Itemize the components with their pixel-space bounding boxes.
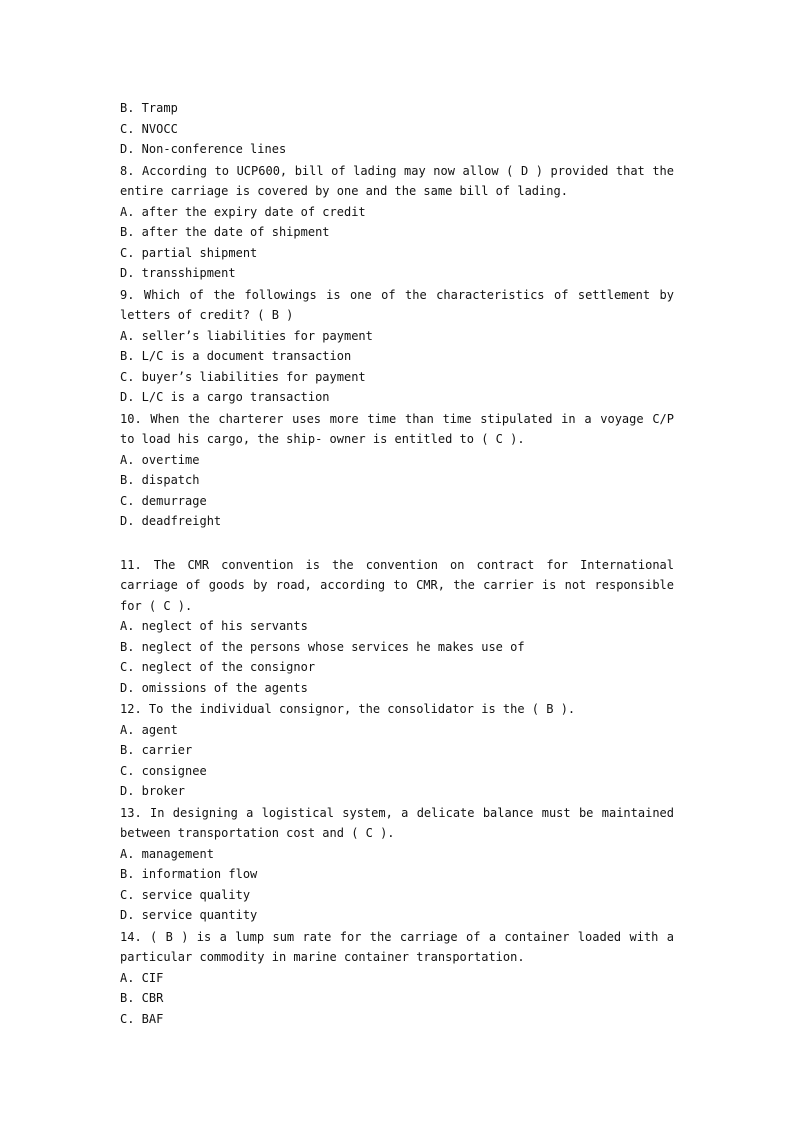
option-q10-d: D. deadfreight [120, 514, 222, 528]
option-q10-a: A. overtime [120, 452, 200, 467]
question-8: 8. According to UCP600, bill of lading may now allow ( D ) provided that the entire carriage is covered by one and the same bill of lading. [120, 163, 674, 198]
option-q9-d: D. L/C is a cargo transaction [120, 390, 330, 404]
option-q9-b: B. L/C is a document transaction [120, 349, 352, 363]
question-14: 14. ( B ) is a lump sum rate for the carriage of a container loaded with a particular commodity in marine container transportation. [120, 929, 674, 964]
question-9: 9. Which of the followings is one of the characteristics of settlement by letters of credit? ( B ) [120, 287, 674, 322]
option-q8-b: B. after the date of shipment [120, 225, 330, 239]
option-q7-c: C. NVOCC [120, 121, 178, 136]
question-10: 10. When the charterer uses more time than time stipulated in a voyage C/P to load his cargo, the ship- owner is entitled to ( C ). [120, 411, 674, 446]
option-q7-d: D. Non-conference lines [120, 142, 287, 156]
option-q13-b: B. information flow [120, 867, 258, 881]
question-12: 12. To the individual consignor, the consolidator is the ( B ). [120, 702, 576, 716]
question-13: 13. In designing a logistical system, a delicate balance must be maintained between transportation cost and ( C ). [120, 805, 674, 840]
option-q10-b: B. dispatch [120, 473, 200, 487]
option-q14-a: A. CIF [120, 970, 164, 985]
option-q8-d: D. transshipment [120, 266, 236, 280]
option-q13-d: D. service quantity [120, 908, 258, 922]
option-q14-b: B. CBR [120, 991, 164, 1005]
option-q12-d: D. broker [120, 784, 186, 798]
option-q14-c: C. BAF [120, 1011, 164, 1026]
option-q11-b: B. neglect of the persons whose services he makes use of [120, 639, 525, 654]
option-q12-a: A. agent [120, 722, 178, 737]
option-q12-b: B. carrier [120, 743, 193, 757]
option-q13-c: C. service quality [120, 887, 251, 902]
option-q8-a: A. after the expiry date of credit [120, 204, 366, 219]
option-q12-c: C. consignee [120, 763, 207, 778]
option-q9-c: C. buyer’s liabilities for payment [120, 369, 366, 384]
option-q13-a: A. management [120, 846, 214, 861]
option-q8-c: C. partial shipment [120, 245, 258, 260]
option-q10-c: C. demurrage [120, 493, 207, 508]
blank-spacer [120, 532, 674, 554]
option-q7-b: B. Tramp [120, 101, 178, 115]
option-q11-c: C. neglect of the consignor [120, 660, 316, 674]
question-11: 11. The CMR convention is the convention on contract for International carriage of goods by road, according to CMR, the carrier is not responsible for ( C ). [120, 557, 674, 613]
option-q11-d: D. omissions of the agents [120, 680, 308, 695]
option-q9-a: A. seller’s liabilities for payment [120, 328, 373, 343]
document-page [120, 98, 674, 1029]
option-q11-a: A. neglect of his servants [120, 619, 308, 633]
